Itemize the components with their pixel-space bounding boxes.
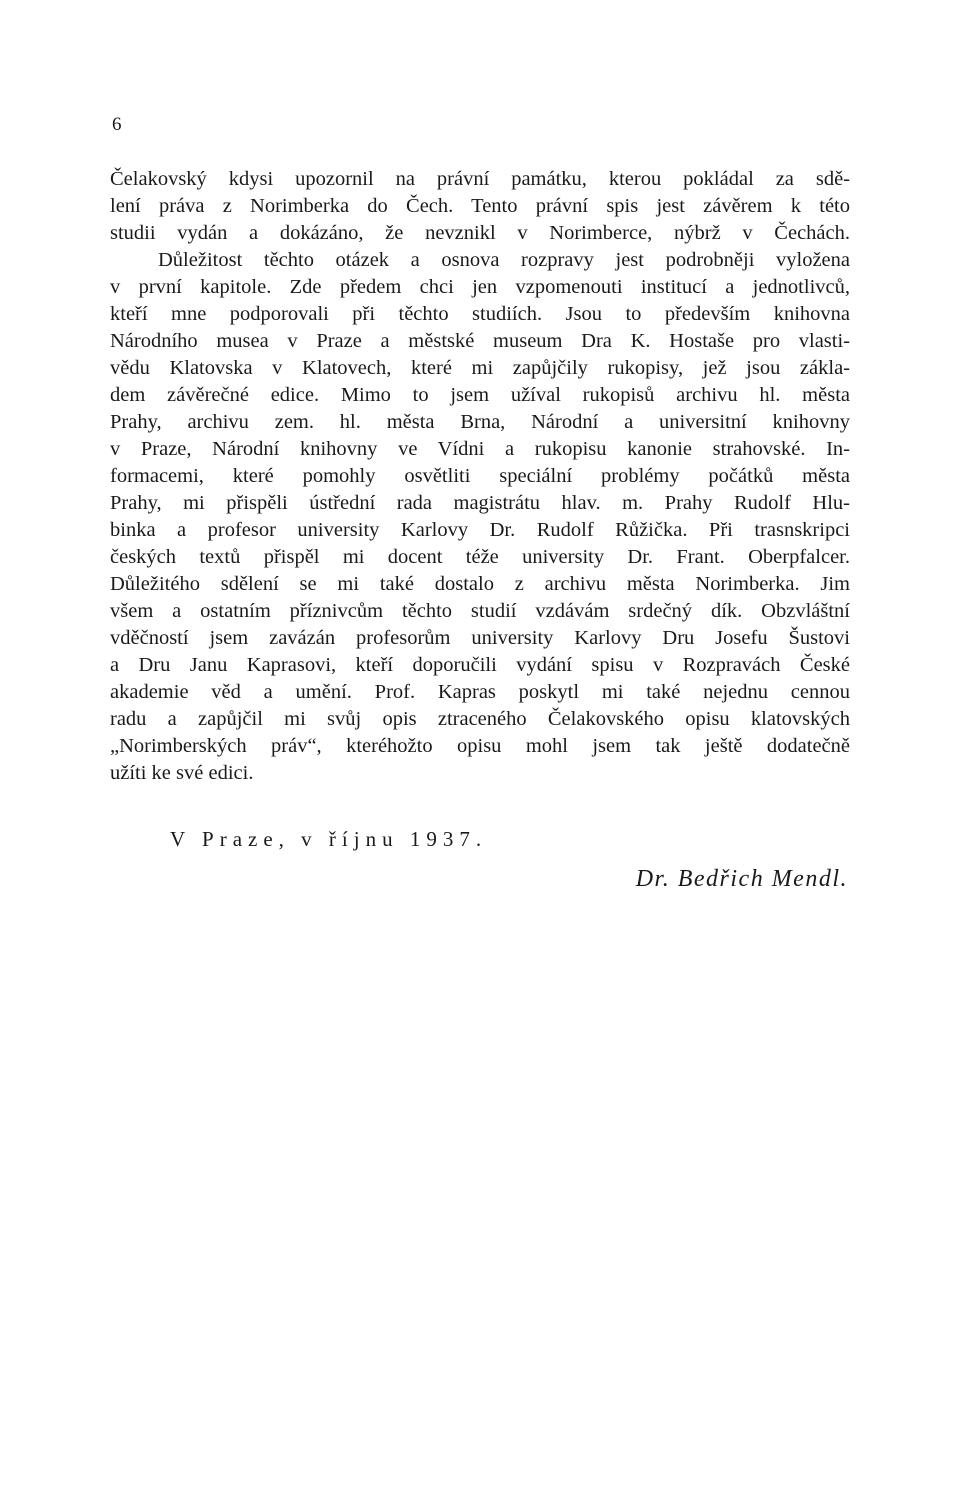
paragraph-line: „Norimberských práv“, kteréhožto opisu mohl jsem tak ještě dodatečně <box>110 735 850 757</box>
paragraph-line: dem závěrečné edice. Mimo to jsem užíval rukopisů archivu hl. města <box>110 384 850 406</box>
dateline: V Praze, v říjnu 1937. <box>170 827 488 851</box>
paragraph-line: a Dru Janu Kaprasovi, kteří doporučili vydání spisu v Rozpravách České <box>110 654 850 676</box>
paragraph-line: Prahy, archivu zem. hl. města Brna, Národní a universitní knihovny <box>110 411 850 433</box>
paragraph-line: Důležitého sdělení se mi také dostalo z archivu města Norimberka. Jim <box>110 573 850 595</box>
paragraph-line: radu a zapůjčil mi svůj opis ztraceného Čelakovského opisu klatovských <box>110 708 850 730</box>
paragraph-line: binka a profesor university Karlovy Dr. Rudolf Růžička. Při trasnskripci <box>110 519 850 541</box>
paragraph-line: kteří mne podporovali při těchto studiích. Jsou to především knihovna <box>110 303 850 325</box>
paragraph-line: vědu Klatovska v Klatovech, které mi zapůjčily rukopisy, jež jsou zákla- <box>110 357 850 379</box>
paragraph-line: v první kapitole. Zde předem chci jen vzpomenouti institucí a jednotlivců, <box>110 276 850 298</box>
paragraph-line: formacemi, které pomohly osvětliti speciální problémy počátků města <box>110 465 850 487</box>
page-number: 6 <box>112 114 122 135</box>
paragraph-line: všem a ostatním příznivcům těchto studií vzdávám srdečný dík. Obzvláštní <box>110 600 850 622</box>
author-signature: Dr. Bedřich Mendl. <box>635 866 848 892</box>
paragraph-line: užíti ke své edici. <box>110 762 254 784</box>
paragraph-line: akademie věd a umění. Prof. Kapras poskytl mi také nejednu cennou <box>110 681 850 703</box>
paragraph-line: studii vydán a dokázáno, že nevznikl v Norimberce, nýbrž v Čechách. <box>110 222 850 244</box>
paragraph-line: vděčností jsem zavázán profesorům university Karlovy Dru Josefu Šustovi <box>110 627 850 649</box>
paragraph-line: Důležitost těchto otázek a osnova rozpravy jest podrobněji vyložena <box>158 249 850 271</box>
paragraph-line: Národního musea v Praze a městské museum Dra K. Hostaše pro vlasti- <box>110 330 850 352</box>
preface-paragraph <box>110 166 850 787</box>
paragraph-line: Prahy, mi přispěli ústřední rada magistrátu hlav. m. Prahy Rudolf Hlu- <box>110 492 850 514</box>
paragraph-line: českých textů přispěl mi docent téže university Dr. Frant. Oberpfalcer. <box>110 546 850 568</box>
paragraph-line: Čelakovský kdysi upozornil na právní památku, kterou pokládal za sdě- <box>110 168 850 190</box>
paragraph-line: v Praze, Národní knihovny ve Vídni a rukopisu kanonie strahovské. In- <box>110 438 850 460</box>
paragraph-line: lení práva z Norimberka do Čech. Tento právní spis jest závěrem k této <box>110 195 850 217</box>
